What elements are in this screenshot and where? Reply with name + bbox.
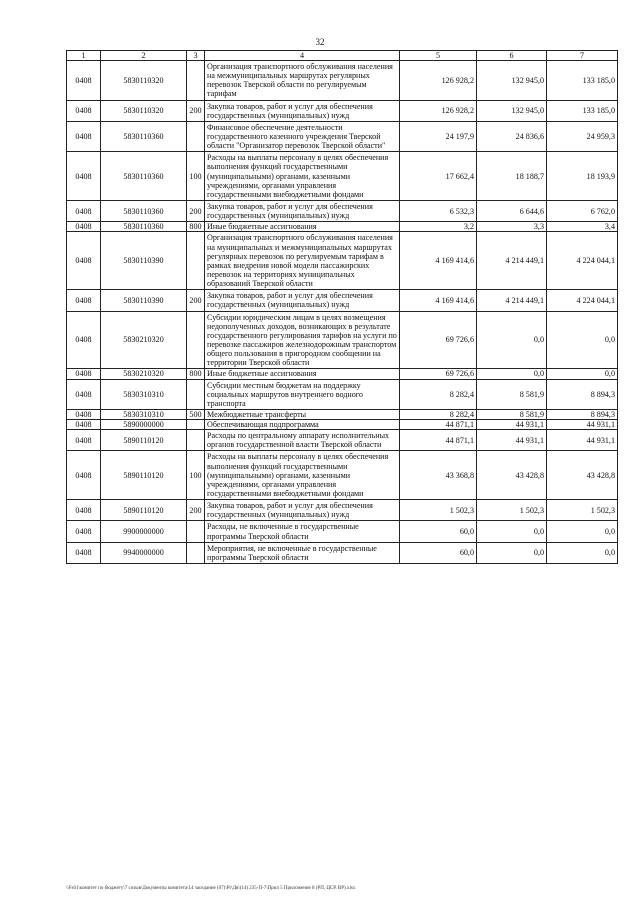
- table-row: [67, 521, 618, 542]
- expense-type-cell: [187, 379, 205, 409]
- section-cell: 0408: [67, 420, 101, 430]
- value-col6-cell: 24 836,6: [477, 121, 547, 151]
- code-cell: 5890110120: [101, 430, 187, 451]
- name-cell: Закупка товаров, работ и услуг для обеспечения государственных (муниципальных) нужд: [205, 500, 400, 521]
- code-cell: 5830110360: [101, 152, 187, 201]
- code-cell: 5830110320: [101, 61, 187, 101]
- name-cell: Организация транспортного обслуживания населения на муниципальных и межмуниципальных маршрутах регулярных перевозок по регулируемым тарифам в рамках внедрения новой модели пассажирских перевозок на территориях муниципальных образований Тверской области: [205, 232, 400, 290]
- section-cell: 0408: [67, 521, 101, 542]
- table-row: [67, 542, 618, 563]
- name-cell: Финансовое обеспечение деятельности государственного казенного учреждения Тверской области "Организатор перевозок Тверской области": [205, 121, 400, 151]
- value-col7-cell: 3,4: [547, 222, 618, 232]
- expense-type-cell: 200: [187, 500, 205, 521]
- value-col7-cell: 24 959,3: [547, 121, 618, 151]
- column-header: 1: [67, 51, 101, 61]
- value-col7-cell: 6 762,0: [547, 200, 618, 221]
- name-cell: Организация транспортного обслуживания населения на межмуниципальных маршрутах регулярных перевозок Тверской области по регулируемым тарифам: [205, 61, 400, 101]
- table-row: [67, 311, 618, 369]
- table-body: [67, 61, 618, 564]
- value-col7-cell: 0,0: [547, 542, 618, 563]
- value-col7-cell: 4 224 044,1: [547, 232, 618, 290]
- value-col7-cell: 44 931,1: [547, 430, 618, 451]
- section-cell: 0408: [67, 430, 101, 451]
- code-cell: 9940000000: [101, 542, 187, 563]
- value-col5-cell: 126 928,2: [400, 61, 477, 101]
- value-col6-cell: 0,0: [477, 311, 547, 369]
- table-row: [67, 200, 618, 221]
- table-row: [67, 500, 618, 521]
- value-col6-cell: 43 428,8: [477, 451, 547, 500]
- code-cell: 5830310310: [101, 379, 187, 409]
- expense-type-cell: 500: [187, 409, 205, 419]
- name-cell: Иные бюджетные ассигнования: [205, 369, 400, 379]
- section-cell: 0408: [67, 290, 101, 311]
- value-col7-cell: 44 931,1: [547, 420, 618, 430]
- section-cell: 0408: [67, 152, 101, 201]
- section-cell: 0408: [67, 451, 101, 500]
- value-col5-cell: 44 871,1: [400, 430, 477, 451]
- code-cell: 5830110320: [101, 100, 187, 121]
- table-row: [67, 451, 618, 500]
- code-cell: 5830310310: [101, 409, 187, 419]
- name-cell: Мероприятия, не включенные в государственные программы Тверской области: [205, 542, 400, 563]
- value-col5-cell: 8 282,4: [400, 379, 477, 409]
- code-cell: 5890110120: [101, 500, 187, 521]
- section-cell: 0408: [67, 232, 101, 290]
- value-col5-cell: 43 368,8: [400, 451, 477, 500]
- expense-type-cell: [187, 430, 205, 451]
- value-col6-cell: 4 214 449,1: [477, 290, 547, 311]
- name-cell: Иные бюджетные ассигнования: [205, 222, 400, 232]
- value-col7-cell: 8 894,3: [547, 379, 618, 409]
- column-header: 3: [187, 51, 205, 61]
- name-cell: Расходы на выплаты персоналу в целях обеспечения выполнения функций государственными (муниципальными) органами, казенными учреждениями, органами управления государственными внебюджетными фондами: [205, 451, 400, 500]
- value-col7-cell: 0,0: [547, 311, 618, 369]
- table-row: [67, 369, 618, 379]
- table-header: [67, 51, 618, 61]
- value-col5-cell: 69 726,6: [400, 369, 477, 379]
- code-cell: 5830110360: [101, 222, 187, 232]
- expense-type-cell: 200: [187, 290, 205, 311]
- value-col6-cell: 8 581,9: [477, 379, 547, 409]
- code-cell: 5890000000: [101, 420, 187, 430]
- column-header: 4: [205, 51, 400, 61]
- section-cell: 0408: [67, 61, 101, 101]
- value-col6-cell: 132 945,0: [477, 61, 547, 101]
- code-cell: 5890110120: [101, 451, 187, 500]
- section-cell: 0408: [67, 409, 101, 419]
- value-col5-cell: 69 726,6: [400, 311, 477, 369]
- name-cell: Обеспечивающая подпрограмма: [205, 420, 400, 430]
- column-header: 2: [101, 51, 187, 61]
- value-col6-cell: 6 644,6: [477, 200, 547, 221]
- section-cell: 0408: [67, 369, 101, 379]
- table-row: [67, 290, 618, 311]
- value-col7-cell: 4 224 044,1: [547, 290, 618, 311]
- value-col6-cell: 0,0: [477, 369, 547, 379]
- budget-table: [66, 50, 618, 564]
- value-col5-cell: 60,0: [400, 542, 477, 563]
- column-header: 7: [547, 51, 618, 61]
- section-cell: 0408: [67, 121, 101, 151]
- section-cell: 0408: [67, 379, 101, 409]
- table-row: [67, 430, 618, 451]
- value-col7-cell: 43 428,8: [547, 451, 618, 500]
- value-col6-cell: 0,0: [477, 521, 547, 542]
- section-cell: 0408: [67, 311, 101, 369]
- column-header: 6: [477, 51, 547, 61]
- value-col6-cell: 18 188,7: [477, 152, 547, 201]
- expense-type-cell: 200: [187, 200, 205, 221]
- value-col5-cell: 17 662,4: [400, 152, 477, 201]
- value-col7-cell: 1 502,3: [547, 500, 618, 521]
- table-row: [67, 379, 618, 409]
- value-col7-cell: 0,0: [547, 521, 618, 542]
- value-col6-cell: 0,0: [477, 542, 547, 563]
- table-row: [67, 409, 618, 419]
- section-cell: 0408: [67, 542, 101, 563]
- value-col7-cell: 18 193,9: [547, 152, 618, 201]
- section-cell: 0408: [67, 500, 101, 521]
- name-cell: Расходы по центральному аппарату исполнительных органов государственной власти Тверской области: [205, 430, 400, 451]
- value-col5-cell: 1 502,3: [400, 500, 477, 521]
- section-cell: 0408: [67, 200, 101, 221]
- page-number: 32: [315, 37, 325, 47]
- value-col7-cell: 0,0: [547, 369, 618, 379]
- name-cell: Закупка товаров, работ и услуг для обеспечения государственных (муниципальных) нужд: [205, 290, 400, 311]
- expense-type-cell: 800: [187, 369, 205, 379]
- expense-type-cell: 200: [187, 100, 205, 121]
- table-row: [67, 100, 618, 121]
- code-cell: 5830210320: [101, 369, 187, 379]
- expense-type-cell: 100: [187, 152, 205, 201]
- value-col6-cell: 8 581,9: [477, 409, 547, 419]
- value-col5-cell: 8 282,4: [400, 409, 477, 419]
- code-cell: 5830110360: [101, 200, 187, 221]
- name-cell: Субсидии юридическим лицам в целях возмещения недополученных доходов, возникающих в результате государственного регулирования тарифов на услуги по перевозке пассажиров железнодорожным транспортом общего пользования в пригородном сообщении на территории Тверской области: [205, 311, 400, 369]
- table-row: [67, 121, 618, 151]
- expense-type-cell: [187, 232, 205, 290]
- section-cell: 0408: [67, 100, 101, 121]
- expense-type-cell: [187, 542, 205, 563]
- table-row: [67, 61, 618, 101]
- code-cell: 5830110390: [101, 232, 187, 290]
- table-row: [67, 222, 618, 232]
- value-col6-cell: 132 945,0: [477, 100, 547, 121]
- footer-file-path: \\Fs01\комитет по бюджету\7 созыв\Документы комитета\14 заседание (07)\Pr\Дв\(14) 235-П-7\Прил 5 Приложение 8 (РП, ЦСР, ВР).xlsx: [66, 886, 356, 891]
- value-col5-cell: 44 871,1: [400, 420, 477, 430]
- table-row: [67, 152, 618, 201]
- name-cell: Расходы, не включенные в государственные программы Тверской области: [205, 521, 400, 542]
- value-col6-cell: 44 931,1: [477, 420, 547, 430]
- name-cell: Субсидии местным бюджетам на поддержку социальных маршрутов внутреннего водного транспорта: [205, 379, 400, 409]
- section-cell: 0408: [67, 222, 101, 232]
- table-row: [67, 232, 618, 290]
- value-col7-cell: 8 894,3: [547, 409, 618, 419]
- value-col5-cell: 6 532,3: [400, 200, 477, 221]
- expense-type-cell: [187, 521, 205, 542]
- name-cell: Закупка товаров, работ и услуг для обеспечения государственных (муниципальных) нужд: [205, 200, 400, 221]
- expense-type-cell: [187, 311, 205, 369]
- value-col5-cell: 4 169 414,6: [400, 290, 477, 311]
- value-col6-cell: 44 931,1: [477, 430, 547, 451]
- expense-type-cell: [187, 121, 205, 151]
- code-cell: 9900000000: [101, 521, 187, 542]
- value-col5-cell: 126 928,2: [400, 100, 477, 121]
- value-col6-cell: 3,3: [477, 222, 547, 232]
- code-cell: 5830110390: [101, 290, 187, 311]
- expense-type-cell: [187, 61, 205, 101]
- expense-type-cell: [187, 420, 205, 430]
- value-col7-cell: 133 185,0: [547, 61, 618, 101]
- table-row: [67, 420, 618, 430]
- name-cell: Межбюджетные трансферты: [205, 409, 400, 419]
- expense-type-cell: 100: [187, 451, 205, 500]
- value-col5-cell: 3,2: [400, 222, 477, 232]
- value-col6-cell: 1 502,3: [477, 500, 547, 521]
- value-col7-cell: 133 185,0: [547, 100, 618, 121]
- code-cell: 5830110360: [101, 121, 187, 151]
- column-header: 5: [400, 51, 477, 61]
- name-cell: Расходы на выплаты персоналу в целях обеспечения выполнения функций государственными (муниципальными) органами, казенными учреждениями, органами управления государственными внебюджетными фондами: [205, 152, 400, 201]
- value-col5-cell: 4 169 414,6: [400, 232, 477, 290]
- value-col5-cell: 24 197,9: [400, 121, 477, 151]
- name-cell: Закупка товаров, работ и услуг для обеспечения государственных (муниципальных) нужд: [205, 100, 400, 121]
- expense-type-cell: 800: [187, 222, 205, 232]
- code-cell: 5830210320: [101, 311, 187, 369]
- value-col5-cell: 60,0: [400, 521, 477, 542]
- value-col6-cell: 4 214 449,1: [477, 232, 547, 290]
